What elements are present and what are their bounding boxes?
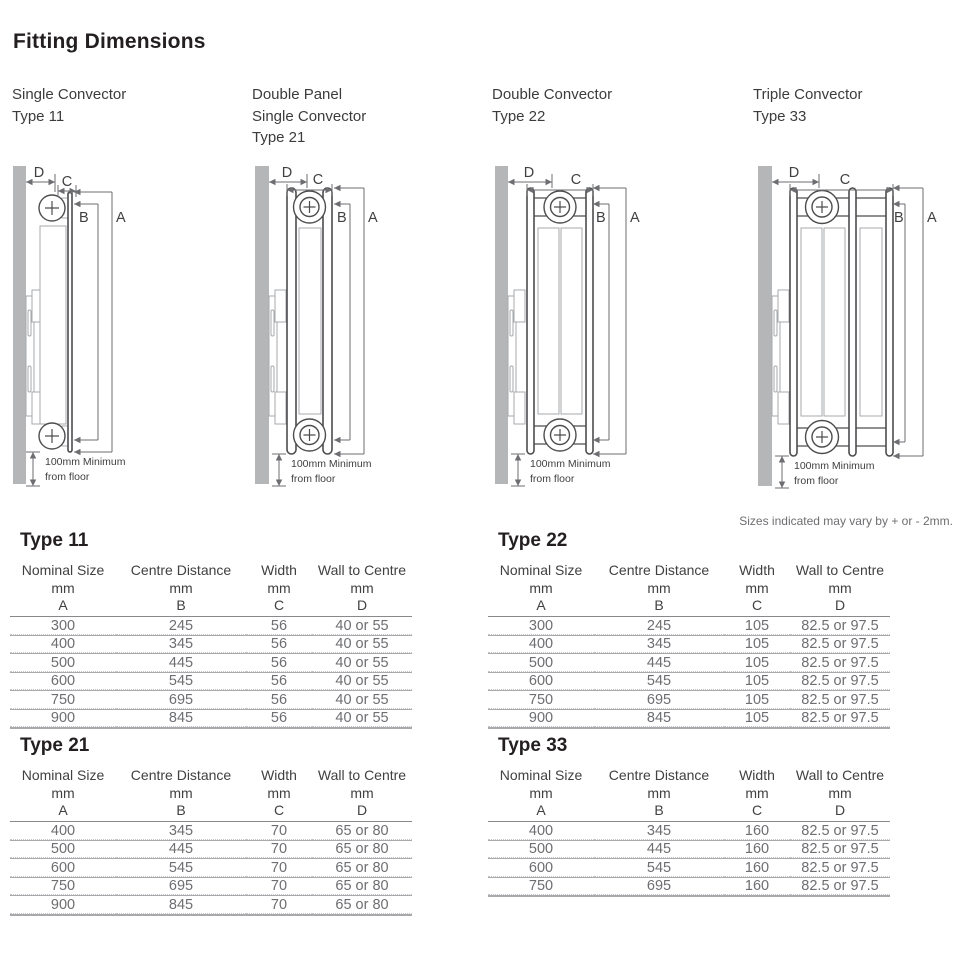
dimensions-table-type-22 xyxy=(488,561,890,729)
table-row xyxy=(10,635,412,654)
table-cell: 545 xyxy=(594,672,724,691)
table-dim-row xyxy=(488,802,890,822)
table-cell: 40 or 55 xyxy=(312,690,412,709)
col-header: Centre Distance xyxy=(608,767,710,783)
table-cell: 105 xyxy=(724,635,790,654)
table-cell: 65 or 80 xyxy=(312,858,412,877)
table-cell: 105 xyxy=(724,617,790,635)
table-body xyxy=(10,822,412,914)
radiator-profile xyxy=(287,188,332,454)
table-cell: 445 xyxy=(594,653,724,672)
table-cell: 82.5 or 97.5 xyxy=(790,822,890,840)
table-cell: 56 xyxy=(246,690,312,709)
floor-clearance-note: 100mm Minimum xyxy=(45,456,126,468)
table-cell: 545 xyxy=(116,672,246,691)
col-unit: mm xyxy=(828,580,852,596)
table-cell: 56 xyxy=(246,653,312,672)
table-cell: 500 xyxy=(488,840,594,859)
table-row xyxy=(488,690,890,709)
table-cell: 105 xyxy=(724,653,790,672)
table-cell: 82.5 or 97.5 xyxy=(790,672,890,691)
table-row xyxy=(10,822,412,840)
floor-clearance-note: from floor xyxy=(794,475,839,487)
table-cell: 70 xyxy=(246,895,312,914)
dimension-label-b: B xyxy=(894,210,904,226)
col-dim-letter: B xyxy=(594,802,724,822)
wall xyxy=(255,166,286,484)
col-header: Nominal Size xyxy=(21,767,105,783)
table-cell: 500 xyxy=(10,840,116,859)
table-cell: 695 xyxy=(594,690,724,709)
product-name xyxy=(252,84,484,149)
table-row xyxy=(488,653,890,672)
radiator-profile xyxy=(39,192,72,452)
floor-clearance-note: 100mm Minimum xyxy=(794,460,875,472)
table-cell: 345 xyxy=(116,635,246,654)
table-cell: 40 or 55 xyxy=(312,617,412,635)
product-name-line: Single Convector xyxy=(12,86,127,103)
table-cell: 600 xyxy=(10,858,116,877)
col-dim-letter: A xyxy=(10,597,116,617)
table-row xyxy=(10,653,412,672)
dimension-label-c: C xyxy=(61,174,73,190)
table-cell: 695 xyxy=(116,877,246,896)
table-section-type-22 xyxy=(488,530,892,729)
table-cell: 545 xyxy=(594,858,724,877)
col-header: Nominal Size xyxy=(499,767,583,783)
product-column-type-21 xyxy=(252,84,484,526)
radiator-profile xyxy=(527,188,593,454)
table-cell: 70 xyxy=(246,822,312,840)
col-unit: mm xyxy=(51,580,75,596)
table-cell: 345 xyxy=(116,822,246,840)
table-row xyxy=(10,617,412,635)
table-cell: 345 xyxy=(594,822,724,840)
table-title: Type 11 xyxy=(20,530,89,551)
radiator-diagram-type-22 xyxy=(492,164,722,504)
col-dim-letter: C xyxy=(246,597,312,617)
col-header: Width xyxy=(739,767,775,783)
floor-clearance-note: from floor xyxy=(291,473,336,485)
table-section-type-33 xyxy=(488,735,892,897)
dimension-label-c: C xyxy=(570,172,582,188)
dimensions-table-type-21 xyxy=(10,766,412,916)
table-row xyxy=(488,822,890,840)
dimension-label-c: C xyxy=(312,172,324,188)
col-dim-letter: C xyxy=(724,802,790,822)
floor-clearance-note: 100mm Minimum xyxy=(291,458,372,470)
table-header-row xyxy=(488,766,890,785)
table-cell: 750 xyxy=(488,690,594,709)
table-section-type-21 xyxy=(10,735,414,916)
table-cell: 160 xyxy=(724,858,790,877)
table-cell: 500 xyxy=(488,653,594,672)
table-cell: 750 xyxy=(10,877,116,896)
table-cell: 82.5 or 97.5 xyxy=(790,617,890,635)
table-unit-row xyxy=(488,785,890,802)
table-body xyxy=(488,617,890,727)
col-unit: mm xyxy=(169,580,193,596)
dimension-label-c: C xyxy=(839,172,851,188)
col-dim-letter: C xyxy=(246,802,312,822)
col-dim-letter: A xyxy=(488,802,594,822)
table-header-row xyxy=(488,561,890,580)
col-dim-letter: B xyxy=(116,597,246,617)
col-unit: mm xyxy=(529,785,553,801)
table-cell: 900 xyxy=(10,709,116,728)
table-cell: 445 xyxy=(116,653,246,672)
product-name-line: Single Convector xyxy=(252,107,367,125)
table-cell: 345 xyxy=(594,635,724,654)
col-header: Centre Distance xyxy=(130,562,232,578)
dimension-label-d: D xyxy=(523,165,535,181)
table-cell: 445 xyxy=(116,840,246,859)
col-dim-letter: D xyxy=(312,597,412,617)
table-cell: 160 xyxy=(724,822,790,840)
dimension-label-a: A xyxy=(927,210,937,226)
col-unit: mm xyxy=(51,785,75,801)
table-cell: 56 xyxy=(246,617,312,635)
table-cell: 82.5 or 97.5 xyxy=(790,858,890,877)
table-cell: 40 or 55 xyxy=(312,653,412,672)
dimension-label-a: A xyxy=(116,210,126,226)
table-cell: 160 xyxy=(724,877,790,896)
table-cell: 845 xyxy=(594,709,724,728)
product-name-line: Type 21 xyxy=(252,129,306,146)
table-cell: 245 xyxy=(116,617,246,635)
product-column-type-11 xyxy=(12,84,244,526)
table-row xyxy=(488,840,890,859)
wall xyxy=(495,166,525,484)
col-unit: mm xyxy=(350,580,374,596)
table-cell: 70 xyxy=(246,858,312,877)
col-header: Wall to Centre xyxy=(795,767,885,783)
table-cell: 82.5 or 97.5 xyxy=(790,690,890,709)
product-column-type-22 xyxy=(492,84,724,526)
col-header: Width xyxy=(261,767,297,783)
table-cell: 400 xyxy=(10,822,116,840)
table-row xyxy=(488,709,890,728)
radiator-diagram-type-21 xyxy=(252,164,482,504)
table-header-row xyxy=(10,561,412,580)
col-dim-letter: A xyxy=(488,597,594,617)
table-unit-row xyxy=(10,785,412,802)
table-row xyxy=(10,840,412,859)
table-cell: 65 or 80 xyxy=(312,822,412,840)
table-cell: 65 or 80 xyxy=(312,895,412,914)
table-cell: 400 xyxy=(10,635,116,654)
radiator-diagram-type-11 xyxy=(12,164,242,504)
table-dim-row xyxy=(10,597,412,617)
col-header: Centre Distance xyxy=(130,767,232,783)
radiator-diagram-type-33 xyxy=(753,164,960,504)
product-name-line: Double Panel xyxy=(252,86,343,103)
dimension-label-d: D xyxy=(281,165,293,181)
table-row xyxy=(10,877,412,896)
product-name xyxy=(492,84,724,127)
dimension-label-d: D xyxy=(788,165,800,181)
table-cell: 82.5 or 97.5 xyxy=(790,653,890,672)
col-header: Wall to Centre xyxy=(795,562,885,578)
table-row xyxy=(10,858,412,877)
table-unit-row xyxy=(10,580,412,597)
table-cell: 300 xyxy=(488,617,594,635)
col-header: Width xyxy=(261,562,297,578)
radiator-profile xyxy=(790,188,893,456)
product-name xyxy=(12,84,244,127)
col-header: Wall to Centre xyxy=(317,767,407,783)
table-row xyxy=(10,672,412,691)
dimension-label-b: B xyxy=(337,210,347,226)
table-title: Type 21 xyxy=(20,735,90,756)
table-body xyxy=(10,617,412,727)
table-cell: 845 xyxy=(116,709,246,728)
table-row xyxy=(488,635,890,654)
dimensions-table-type-11 xyxy=(10,561,412,729)
col-unit: mm xyxy=(647,580,671,596)
col-dim-letter: B xyxy=(116,802,246,822)
col-header: Width xyxy=(739,562,775,578)
table-dim-row xyxy=(10,802,412,822)
col-dim-letter: B xyxy=(594,597,724,617)
product-name xyxy=(753,84,960,127)
table-cell: 900 xyxy=(488,709,594,728)
col-header: Centre Distance xyxy=(608,562,710,578)
col-dim-letter: D xyxy=(312,802,412,822)
table-row xyxy=(10,690,412,709)
dimension-label-b: B xyxy=(79,210,89,226)
col-unit: mm xyxy=(267,785,291,801)
table-cell: 40 or 55 xyxy=(312,672,412,691)
table-cell: 65 or 80 xyxy=(312,840,412,859)
table-cell: 400 xyxy=(488,635,594,654)
col-unit: mm xyxy=(529,580,553,596)
page-title: Fitting Dimensions xyxy=(13,30,206,53)
table-row xyxy=(10,895,412,914)
table-cell: 695 xyxy=(116,690,246,709)
table-cell: 70 xyxy=(246,840,312,859)
table-cell: 82.5 or 97.5 xyxy=(790,840,890,859)
table-cell: 56 xyxy=(246,635,312,654)
table-cell: 245 xyxy=(594,617,724,635)
table-cell: 105 xyxy=(724,672,790,691)
table-cell: 105 xyxy=(724,709,790,728)
table-cell: 82.5 or 97.5 xyxy=(790,877,890,896)
dimensions-table-type-33 xyxy=(488,766,890,897)
col-unit: mm xyxy=(267,580,291,596)
table-cell: 65 or 80 xyxy=(312,877,412,896)
table-header-row xyxy=(10,766,412,785)
table-cell: 600 xyxy=(10,672,116,691)
table-cell: 105 xyxy=(724,690,790,709)
table-body xyxy=(488,822,890,895)
product-name-line: Triple Convector xyxy=(753,86,863,103)
table-title: Type 22 xyxy=(498,530,568,551)
table-cell: 600 xyxy=(488,858,594,877)
floor-clearance-note: from floor xyxy=(45,471,90,483)
table-row xyxy=(488,858,890,877)
col-unit: mm xyxy=(350,785,374,801)
table-section-type-11 xyxy=(10,530,414,729)
product-name-line: Type 22 xyxy=(492,107,546,125)
col-unit: mm xyxy=(647,785,671,801)
col-unit: mm xyxy=(745,580,769,596)
table-cell: 56 xyxy=(246,672,312,691)
table-cell: 400 xyxy=(488,822,594,840)
table-cell: 40 or 55 xyxy=(312,709,412,728)
wall xyxy=(758,166,789,486)
dimension-label-b: B xyxy=(596,210,606,226)
table-cell: 750 xyxy=(488,877,594,896)
table-row xyxy=(10,709,412,728)
table-cell: 500 xyxy=(10,653,116,672)
table-cell: 300 xyxy=(10,617,116,635)
floor-clearance-note: from floor xyxy=(530,473,575,485)
col-header: Wall to Centre xyxy=(317,562,407,578)
table-cell: 750 xyxy=(10,690,116,709)
col-unit: mm xyxy=(745,785,769,801)
table-cell: 82.5 or 97.5 xyxy=(790,635,890,654)
table-cell: 56 xyxy=(246,709,312,728)
col-unit: mm xyxy=(828,785,852,801)
dimension-label-d: D xyxy=(33,165,45,181)
table-dim-row xyxy=(488,597,890,617)
table-cell: 900 xyxy=(10,895,116,914)
table-cell: 70 xyxy=(246,877,312,896)
table-cell: 695 xyxy=(594,877,724,896)
table-cell: 40 or 55 xyxy=(312,635,412,654)
size-variance-note: Sizes indicated may vary by + or - 2mm. xyxy=(739,514,953,528)
table-cell: 82.5 or 97.5 xyxy=(790,709,890,728)
dimension-label-a: A xyxy=(368,210,378,226)
col-dim-letter: D xyxy=(790,802,890,822)
table-cell: 445 xyxy=(594,840,724,859)
col-dim-letter: D xyxy=(790,597,890,617)
table-row xyxy=(488,672,890,691)
table-cell: 160 xyxy=(724,840,790,859)
product-column-type-33 xyxy=(753,84,960,526)
dimension-label-a: A xyxy=(630,210,640,226)
table-title: Type 33 xyxy=(498,735,568,756)
product-name-line: Double Convector xyxy=(492,86,613,103)
product-name-line: Type 11 xyxy=(12,107,65,125)
table-unit-row xyxy=(488,580,890,597)
table-cell: 845 xyxy=(116,895,246,914)
table-row xyxy=(488,617,890,635)
table-row xyxy=(488,877,890,896)
col-dim-letter: A xyxy=(10,802,116,822)
col-dim-letter: C xyxy=(724,597,790,617)
col-unit: mm xyxy=(169,785,193,801)
table-cell: 600 xyxy=(488,672,594,691)
floor-clearance-note: 100mm Minimum xyxy=(530,458,611,470)
col-header: Nominal Size xyxy=(21,562,105,578)
table-cell: 545 xyxy=(116,858,246,877)
product-name-line: Type 33 xyxy=(753,107,807,125)
col-header: Nominal Size xyxy=(499,562,583,578)
